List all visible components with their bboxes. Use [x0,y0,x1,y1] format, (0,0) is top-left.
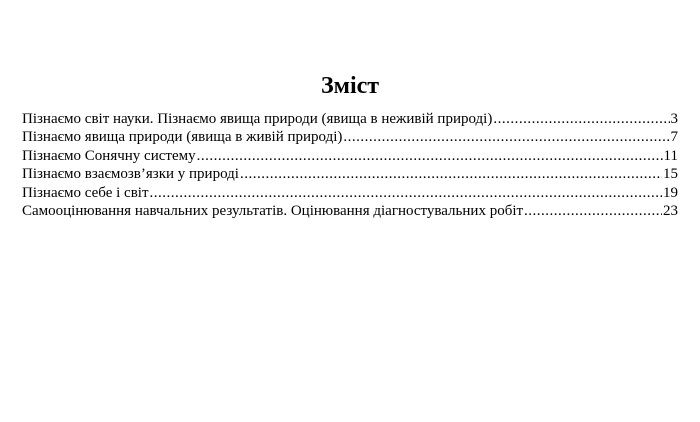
toc-entry [22,202,678,220]
toc-entry-page: 15 [663,166,678,183]
toc-dot-leader [493,110,669,128]
toc-dot-leader [343,128,669,146]
toc-entry-title: Пізнаємо світ науки. Пізнаємо явища природи (явища в неживій природі) [22,111,493,127]
toc-dot-leader [524,202,662,220]
toc-entry [22,110,678,128]
toc-entry-title: Пізнаємо явища природи (явища в живій природі) [22,129,343,146]
toc-entry-title: Пізнаємо Сонячну систему [22,147,196,164]
toc-entry-page: 23 [663,202,678,219]
toc-entry [22,147,678,165]
toc-entry-title: Самооцінювання навчальних результатів. Оцінювання діагностувальних робіт [22,202,524,219]
toc-entry-page: 7 [670,129,678,146]
toc-dot-leader [150,184,662,202]
toc-entry-page: 11 [663,147,678,164]
toc-entry [22,128,678,146]
toc-dot-leader [197,147,663,165]
toc-entry-title: Пізнаємо взаємозв’язки у природі [22,166,239,183]
toc-entry-page: 19 [663,184,678,201]
toc-dot-leader [240,165,662,183]
toc-entry-page: 3 [670,111,678,127]
page-title: Зміст [320,73,380,99]
toc-entry [22,184,678,202]
table-of-contents [22,110,678,220]
toc-entry-title: Пізнаємо себе і світ [22,184,149,201]
toc-entry [22,165,678,183]
